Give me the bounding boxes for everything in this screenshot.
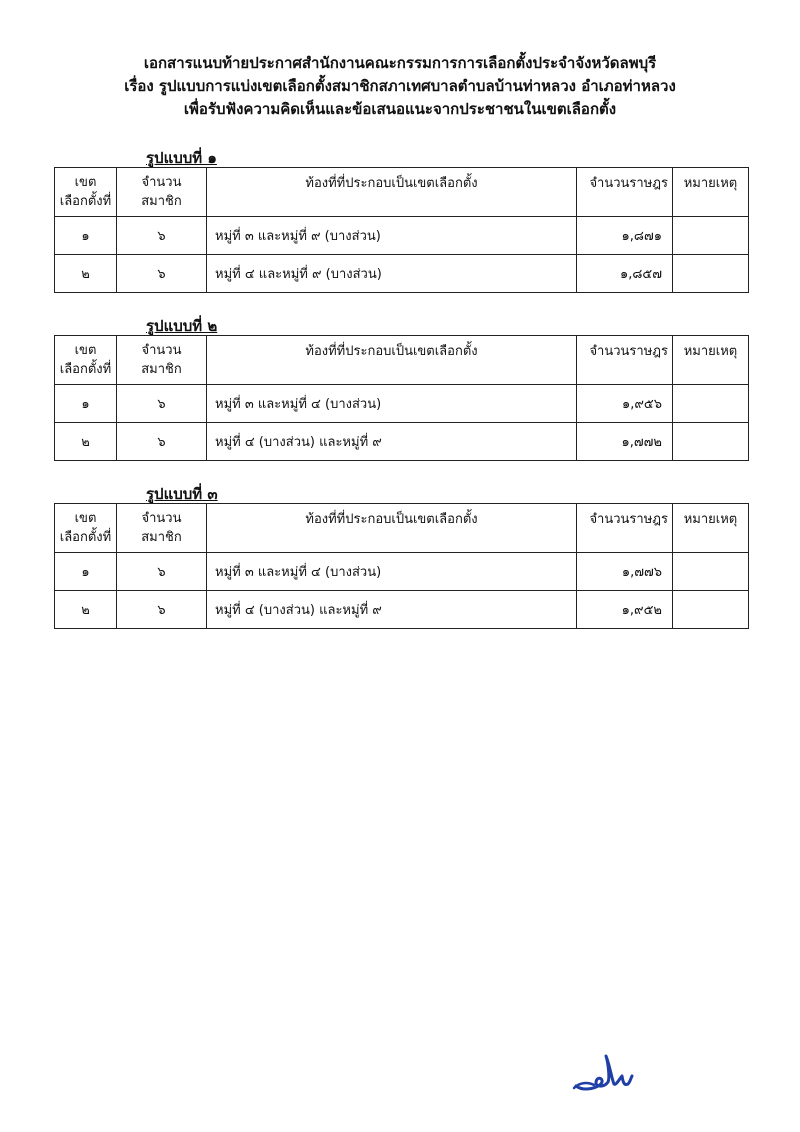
plan-2-table bbox=[54, 335, 749, 461]
signature-icon bbox=[570, 1052, 640, 1094]
table-header-row bbox=[55, 504, 749, 553]
header-line-3: เพื่อรับฟังความคิดเห็นและข้อเสนอแนะจากประชาชนในเขตเลือกตั้ง bbox=[183, 100, 617, 118]
plan-2-title: รูปแบบที่ ๒ bbox=[146, 317, 218, 335]
members-cell: ๖ bbox=[117, 591, 207, 629]
col-population: จำนวนราษฎร bbox=[577, 168, 673, 217]
col-remarks: หมายเหตุ bbox=[673, 504, 749, 553]
remarks-cell bbox=[673, 591, 749, 629]
col-area: ท้องที่ที่ประกอบเป็นเขตเลือกตั้ง bbox=[207, 504, 577, 553]
col-members: จำนวน สมาชิก bbox=[117, 168, 207, 217]
members-cell: ๖ bbox=[117, 423, 207, 461]
population-cell: ๑,๗๗๖ bbox=[577, 553, 673, 591]
area-cell: หมู่ที่ ๔ (บางส่วน) และหมู่ที่ ๙ bbox=[207, 423, 577, 461]
population-cell: ๑,๘๕๗ bbox=[577, 255, 673, 293]
members-cell: ๖ bbox=[117, 255, 207, 293]
plan-3-title: รูปแบบที่ ๓ bbox=[146, 485, 218, 503]
area-cell: หมู่ที่ ๓ และหมู่ที่ ๔ (บางส่วน) bbox=[207, 553, 577, 591]
header-line-2: เรื่อง รูปแบบการแบ่งเขตเลือกตั้งสมาชิกสภาเทศบาลตำบลบ้านท่าหลวง อำเภอท่าหลวง bbox=[124, 77, 676, 95]
district-cell: ๒ bbox=[55, 255, 117, 293]
district-cell: ๑ bbox=[55, 553, 117, 591]
remarks-cell bbox=[673, 385, 749, 423]
area-cell: หมู่ที่ ๔ และหมู่ที่ ๙ (บางส่วน) bbox=[207, 255, 577, 293]
col-population: จำนวนราษฎร bbox=[577, 336, 673, 385]
members-cell: ๖ bbox=[117, 217, 207, 255]
area-cell: หมู่ที่ ๓ และหมู่ที่ ๙ (บางส่วน) bbox=[207, 217, 577, 255]
table-header-row bbox=[55, 336, 749, 385]
col-area: ท้องที่ที่ประกอบเป็นเขตเลือกตั้ง bbox=[207, 168, 577, 217]
district-cell: ๒ bbox=[55, 423, 117, 461]
remarks-cell bbox=[673, 423, 749, 461]
table-row bbox=[55, 423, 749, 461]
table-row bbox=[55, 255, 749, 293]
col-population: จำนวนราษฎร bbox=[577, 504, 673, 553]
district-cell: ๑ bbox=[55, 385, 117, 423]
table-row bbox=[55, 217, 749, 255]
plan-1-title: รูปแบบที่ ๑ bbox=[146, 149, 217, 167]
col-members: จำนวน สมาชิก bbox=[117, 336, 207, 385]
col-members: จำนวน สมาชิก bbox=[117, 504, 207, 553]
remarks-cell bbox=[673, 553, 749, 591]
members-cell: ๖ bbox=[117, 553, 207, 591]
col-district: เขต เลือกตั้งที่ bbox=[55, 168, 117, 217]
col-area: ท้องที่ที่ประกอบเป็นเขตเลือกตั้ง bbox=[207, 336, 577, 385]
table-row bbox=[55, 385, 749, 423]
district-cell: ๑ bbox=[55, 217, 117, 255]
population-cell: ๑,๙๕๖ bbox=[577, 385, 673, 423]
area-cell: หมู่ที่ ๔ (บางส่วน) และหมู่ที่ ๙ bbox=[207, 591, 577, 629]
plan-3-table bbox=[54, 503, 749, 629]
table-header-row bbox=[55, 168, 749, 217]
col-remarks: หมายเหตุ bbox=[673, 336, 749, 385]
population-cell: ๑,๘๗๑ bbox=[577, 217, 673, 255]
members-cell: ๖ bbox=[117, 385, 207, 423]
population-cell: ๑,๙๕๒ bbox=[577, 591, 673, 629]
document-header bbox=[0, 52, 800, 121]
area-cell: หมู่ที่ ๓ และหมู่ที่ ๔ (บางส่วน) bbox=[207, 385, 577, 423]
table-row bbox=[55, 553, 749, 591]
table-row bbox=[55, 591, 749, 629]
plan-1-table bbox=[54, 167, 749, 293]
district-cell: ๒ bbox=[55, 591, 117, 629]
col-district: เขต เลือกตั้งที่ bbox=[55, 336, 117, 385]
remarks-cell bbox=[673, 255, 749, 293]
population-cell: ๑,๗๗๒ bbox=[577, 423, 673, 461]
remarks-cell bbox=[673, 217, 749, 255]
header-line-1: เอกสารแนบท้ายประกาศสำนักงานคณะกรรมการการเลือกตั้งประจำจังหวัดลพบุรี bbox=[143, 54, 657, 72]
col-remarks: หมายเหตุ bbox=[673, 168, 749, 217]
col-district: เขต เลือกตั้งที่ bbox=[55, 504, 117, 553]
